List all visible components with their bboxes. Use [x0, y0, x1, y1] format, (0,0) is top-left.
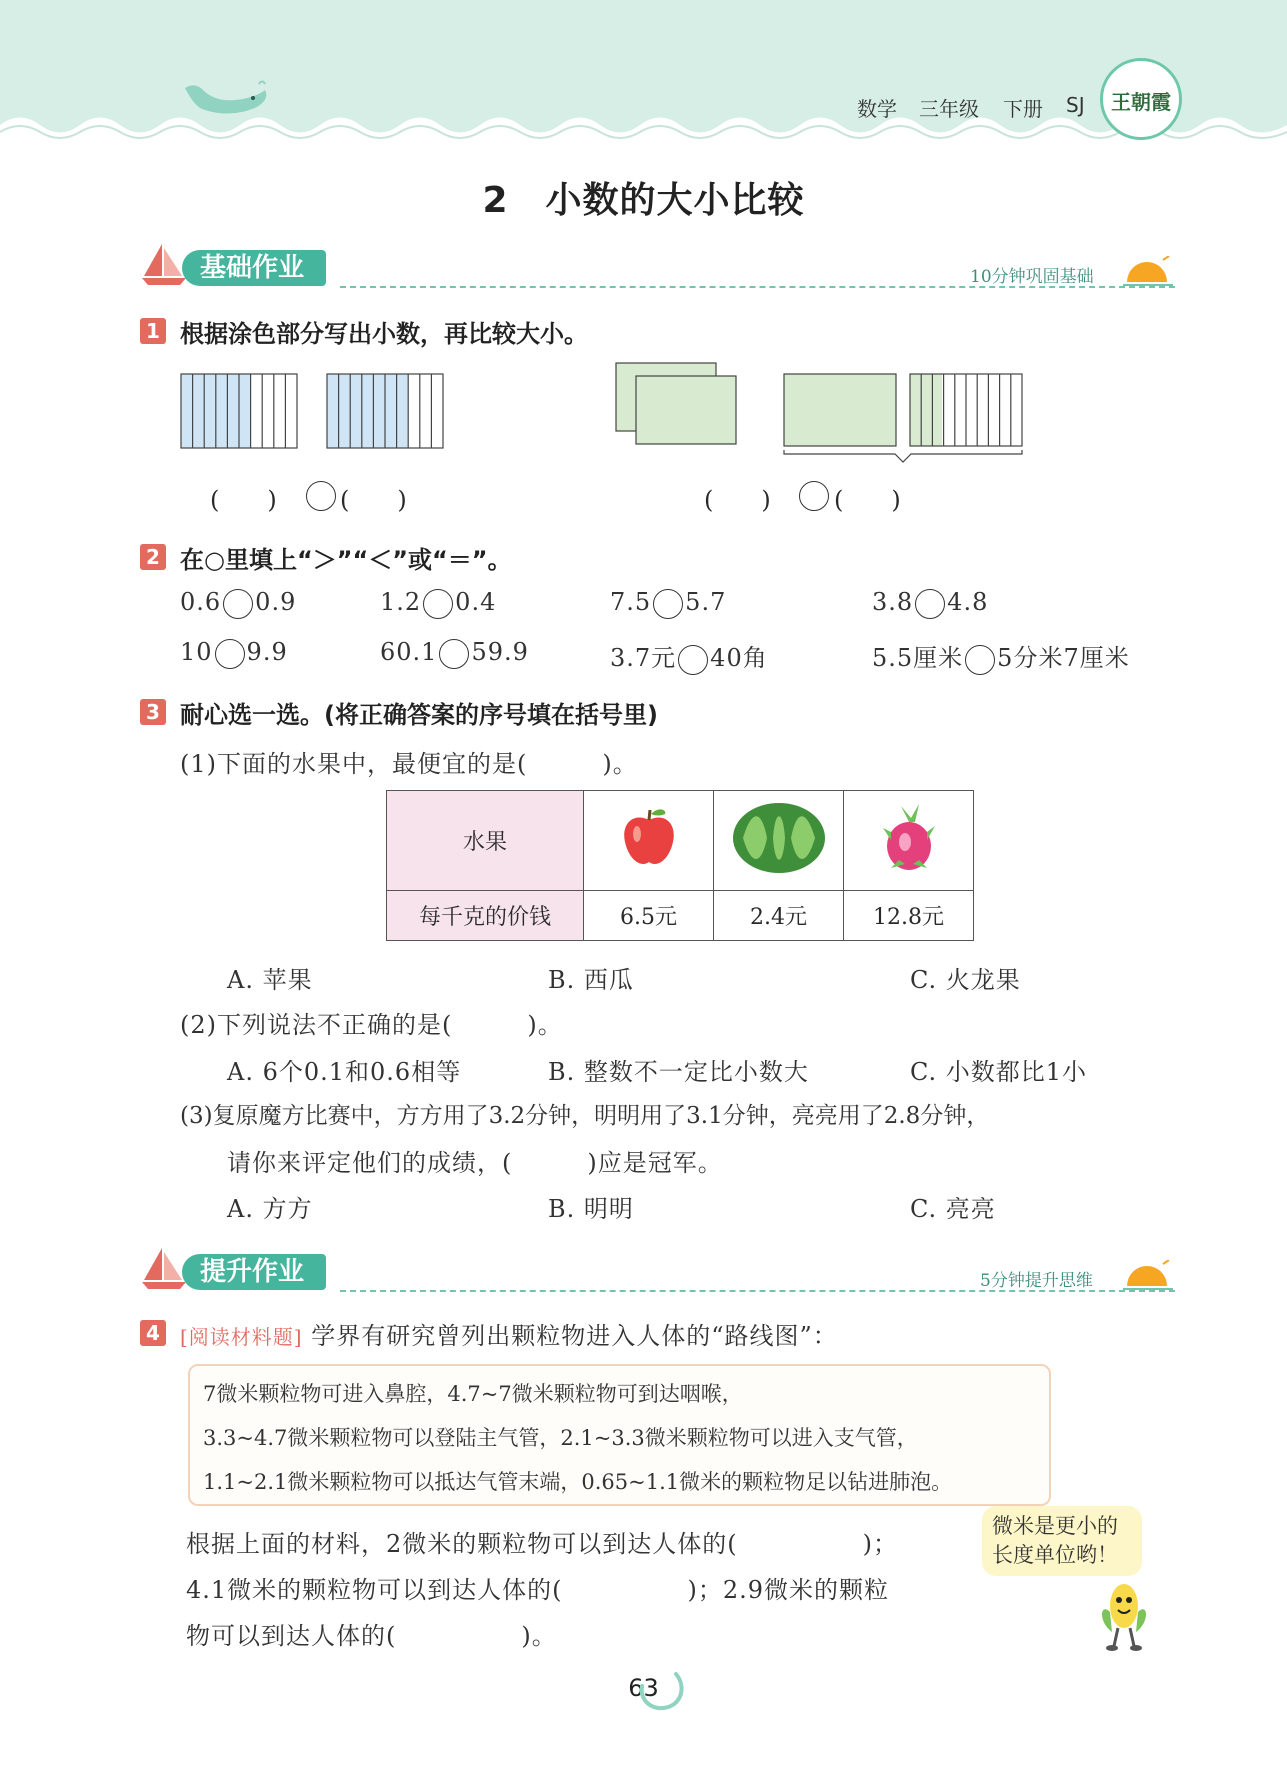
header-subject: 数学: [857, 97, 897, 121]
q4-intro-line: [阅读材料题] 学界有研究曾列出颗粒物进入人体的“路线图”：: [180, 1322, 838, 1350]
sunset-icon: [1123, 256, 1175, 290]
q3-number: 3: [140, 699, 166, 725]
compare-circle[interactable]: [678, 645, 708, 675]
section-basic-note: 10分钟巩固基础: [970, 267, 1094, 287]
q1-title: 根据涂色部分写出小数，再比较大小。: [180, 320, 588, 348]
section-advanced-label: 提升作业: [182, 1254, 326, 1290]
q4-question-line-2: 4.1微米的颗粒物可以到达人体的( )；2.9微米的颗粒: [186, 1576, 890, 1604]
q1-square-figure-d: [782, 372, 1026, 464]
apple-icon: [619, 806, 679, 870]
q3-p3-option-c[interactable]: C. 亮亮: [910, 1195, 996, 1223]
header-volume: 下册: [1003, 97, 1043, 121]
q2-item: 7.5 5.7: [610, 588, 726, 619]
table-price-watermelon: 2.4元: [714, 891, 844, 941]
hint-bubble: 微米是更小的长度单位哟！: [982, 1506, 1142, 1576]
q3-p3-option-b[interactable]: B. 明明: [548, 1195, 634, 1223]
compare-circle[interactable]: [653, 589, 683, 619]
q3-p3-stem-line2: 请你来评定他们的成绩，( )应是冠军。: [227, 1149, 723, 1177]
q3-p1-option-c[interactable]: C. 火龙果: [910, 966, 1021, 994]
q1-strip-figure-a: [180, 373, 300, 449]
q1-answer-blank-3[interactable]: ( ): [704, 486, 771, 514]
compare-circle[interactable]: [215, 639, 245, 669]
q1-answer-blank-1[interactable]: ( ): [210, 486, 277, 514]
page-title: 2 小数的大小比较: [482, 180, 805, 221]
compare-circle[interactable]: [423, 589, 453, 619]
q1-compare-circle-1[interactable]: [306, 481, 336, 511]
table-price-apple: 6.5元: [584, 891, 714, 941]
brand-logo: [1100, 58, 1182, 140]
q1-strip-figure-b: [326, 373, 446, 449]
section-basic-label: 基础作业: [182, 250, 326, 286]
corn-mascot-icon: [1090, 1572, 1156, 1652]
q4-number: 4: [140, 1320, 166, 1346]
material-line-2: 3.3~4.7微米颗粒物可以登陆主气管，2.1~3.3微米颗粒物可以进入支气管，: [203, 1426, 918, 1450]
q3-p3-option-a[interactable]: A. 方方: [227, 1195, 313, 1223]
sunset-icon: [1123, 1260, 1175, 1294]
watermelon-icon: [731, 801, 827, 875]
compare-circle[interactable]: [965, 645, 995, 675]
table-header-fruit: 水果: [387, 791, 584, 891]
table-cell-dragon-fruit: [844, 791, 974, 891]
q2-item: 60.1 59.9: [380, 638, 529, 669]
page-number: 63: [628, 1674, 659, 1702]
q4-tag: [阅读材料题]: [180, 1325, 303, 1349]
q3-p2-option-c[interactable]: C. 小数都比1小: [910, 1058, 1088, 1086]
q3-title: 耐心选一选。(将正确答案的序号填在括号里): [180, 701, 658, 729]
q2-item: 10 9.9: [180, 638, 288, 669]
q2-item: 1.2 0.4: [380, 588, 496, 619]
sailboat-icon: [140, 1246, 188, 1290]
q3-p2-option-a[interactable]: A. 6个0.1和0.6相等: [227, 1058, 462, 1086]
whale-icon: [175, 78, 275, 128]
page-number-swirl: [636, 1664, 686, 1712]
material-line-1: 7微米颗粒物可进入鼻腔，4.7~7微米颗粒物可到达咽喉，: [203, 1382, 743, 1406]
q2-title: 在○里填上“＞”“＜”或“＝”。: [180, 546, 512, 574]
table-price-dragon-fruit: 12.8元: [844, 891, 974, 941]
sailboat-icon: [140, 242, 188, 286]
q3-p2-stem: (2)下列说法不正确的是( )。: [180, 1011, 563, 1039]
q1-number: 1: [140, 318, 166, 344]
material-line-3: 1.1~2.1微米颗粒物可以抵达气管末端，0.65~1.1微米的颗粒物足以钻进肺泡。: [203, 1470, 953, 1494]
q2-item: 3.7元 40角: [610, 638, 768, 675]
compare-circle[interactable]: [223, 589, 253, 619]
dragon-fruit-icon: [881, 802, 937, 874]
q2-number: 2: [140, 544, 166, 570]
header-edition: SJ: [1066, 93, 1085, 117]
q1-answer-blank-2[interactable]: ( ): [340, 486, 407, 514]
q1-answer-blank-4[interactable]: ( ): [834, 486, 901, 514]
q3-p1-stem: (1)下面的水果中，最便宜的是( )。: [180, 750, 638, 778]
q4-question-line-3: 物可以到达人体的( )。: [186, 1622, 557, 1650]
table-cell-watermelon: [714, 791, 844, 891]
header-grade: 三年级: [919, 97, 979, 121]
q3-p1-option-a[interactable]: A. 苹果: [227, 966, 313, 994]
price-table: [386, 790, 974, 941]
table-header-price: 每千克的价钱: [387, 891, 584, 941]
compare-circle[interactable]: [915, 589, 945, 619]
q4-question-line-1: 根据上面的材料，2微米的颗粒物可以到达人体的( )；: [186, 1530, 898, 1558]
brand-logo-text: 王朝霞: [1111, 90, 1171, 114]
q2-item: 5.5厘米 5分米7厘米: [872, 638, 1130, 675]
q1-compare-circle-2[interactable]: [799, 481, 829, 511]
table-cell-apple: [584, 791, 714, 891]
q3-p3-stem-line1: (3)复原魔方比赛中，方方用了3.2分钟，明明用了3.1分钟，亮亮用了2.8分钟，: [180, 1103, 990, 1129]
q3-p2-option-b[interactable]: B. 整数不一定比小数大: [548, 1058, 809, 1086]
q3-p1-option-b[interactable]: B. 西瓜: [548, 966, 634, 994]
q2-item: 0.6 0.9: [180, 588, 296, 619]
q2-item: 3.8 4.8: [872, 588, 988, 619]
compare-circle[interactable]: [439, 639, 469, 669]
q1-square-figure-c: [612, 360, 740, 446]
section-advanced-note: 5分钟提升思维: [980, 1271, 1093, 1291]
